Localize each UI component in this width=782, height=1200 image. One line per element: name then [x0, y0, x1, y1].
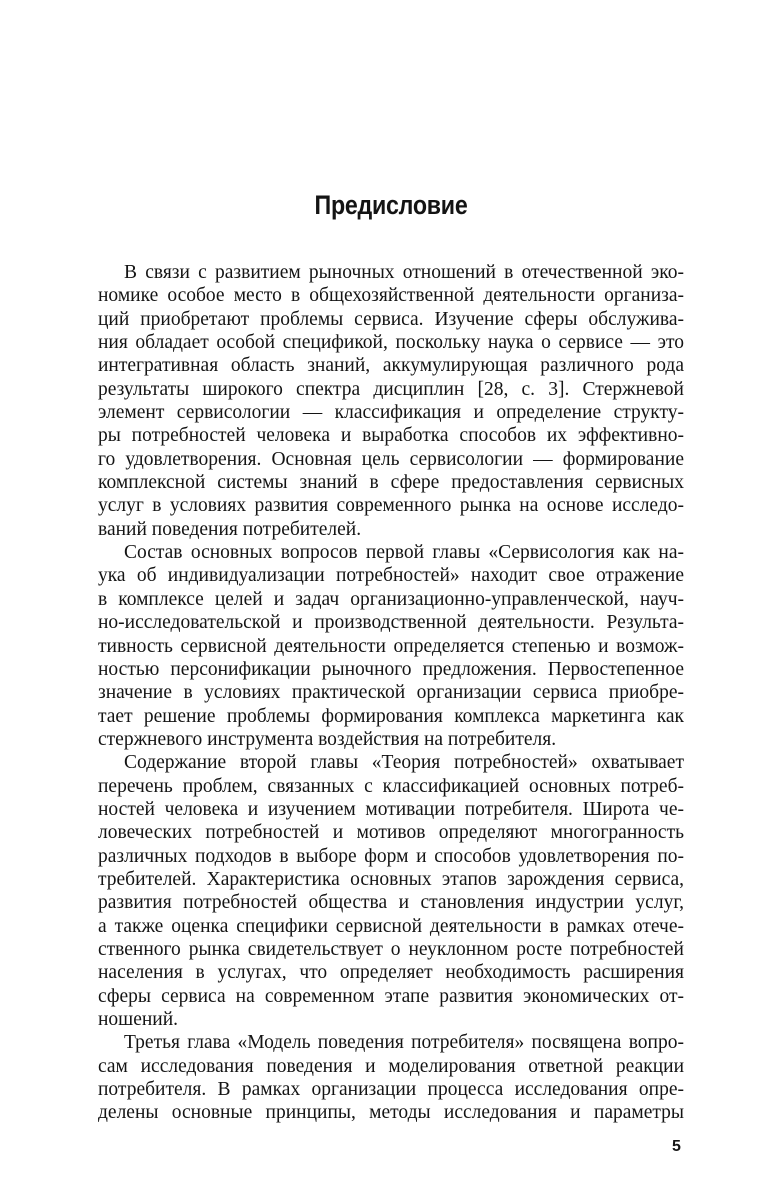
text-line: услуг в условиях развития современного рынка на основе исследо- — [98, 495, 684, 517]
text-line: комплексной системы знаний в сфере предоставления сервисных — [98, 472, 684, 494]
paragraph — [98, 751, 684, 1031]
text-line: сферы сервиса на современном этапе развития экономических от- — [98, 985, 684, 1007]
page-number: 5 — [672, 1138, 681, 1155]
paragraph — [98, 541, 684, 751]
text-line: ваний поведения потребителей. — [98, 518, 362, 540]
text-line: элемент сервисологии — классификация и определение структу- — [98, 402, 684, 424]
text-line: ловеческих потребностей и мотивов определяют многогранность — [98, 822, 684, 844]
text-line: тивность сервисной деятельности определяется степенью и возмож- — [98, 635, 684, 657]
text-line: населения в услугах, что определяет необходимость расширения — [98, 962, 684, 984]
text-line: ния обладает особой спецификой, поскольку наука о сервисе — это — [98, 332, 684, 354]
text-line: ностей человека и изучением мотивации потребителя. Широта че- — [98, 798, 684, 820]
text-line: делены основные принципы, методы исследования и параметры — [98, 1102, 684, 1124]
text-line: ука об индивидуализации потребностей» находит свое отражение — [98, 565, 684, 587]
text-line: В связи с развитием рыночных отношений в отечественной эко- — [124, 262, 684, 283]
text-line: развития потребностей общества и становления индустрии услуг, — [98, 892, 684, 914]
text-line: в комплексе целей и задач организационно-управленческой, науч- — [98, 588, 684, 610]
paragraph — [98, 261, 684, 541]
text-line: ций приобретают проблемы сервиса. Изучение сферы обслужива- — [98, 308, 684, 330]
text-line: ственного рынка свидетельствует о неуклонном росте потребностей — [98, 938, 684, 960]
text-line: значение в условиях практической организации сервиса приобре- — [98, 682, 684, 704]
text-line: ностью персонификации рыночного предложения. Первостепенное — [98, 658, 684, 680]
paragraph — [98, 1031, 684, 1124]
text-line: требителей. Характеристика основных этапов зарождения сервиса, — [98, 868, 684, 890]
text-line: тает решение проблемы формирования комплекса маркетинга как — [98, 705, 684, 727]
text-line: го удовлетворения. Основная цель сервисологии — формирование — [98, 448, 684, 470]
text-line: стержневого инструмента воздействия на потребителя. — [98, 728, 557, 750]
text-line: результаты широкого спектра дисциплин [28, с. 3]. Стержневой — [98, 378, 684, 400]
text-line: потребителя. В рамках организации процесса исследования опре- — [98, 1079, 684, 1101]
text-line: а также оценка специфики сервисной деятельности в рамках отече- — [98, 915, 684, 937]
text-line: номике особое место в общехозяйственной деятельности организа- — [98, 285, 684, 307]
text-line: ношений. — [98, 1009, 179, 1030]
text-line: различных подходов в выборе форм и способов удовлетворения по- — [98, 845, 684, 867]
text-line: сам исследования поведения и моделирования ответной реакции — [98, 1055, 684, 1077]
text-line: ры потребностей человека и выработка способов их эффективно- — [98, 425, 684, 447]
text-line: Третья глава «Модель поведения потребителя» посвящена вопро- — [124, 1032, 684, 1054]
text-line: Состав основных вопросов первой главы «Сервисология как на- — [124, 542, 684, 564]
text-line: перечень проблем, связанных с классификацией основных потреб- — [98, 775, 684, 797]
text-line: Содержание второй главы «Теория потребностей» охватывает — [124, 752, 684, 774]
text-line: интегративная область знаний, аккумулирующая различного рода — [98, 355, 684, 377]
text-line: но-исследовательской и производственной деятельности. Результа- — [98, 612, 684, 634]
body-text — [98, 261, 684, 1125]
page-title: Предисловие — [314, 190, 468, 220]
